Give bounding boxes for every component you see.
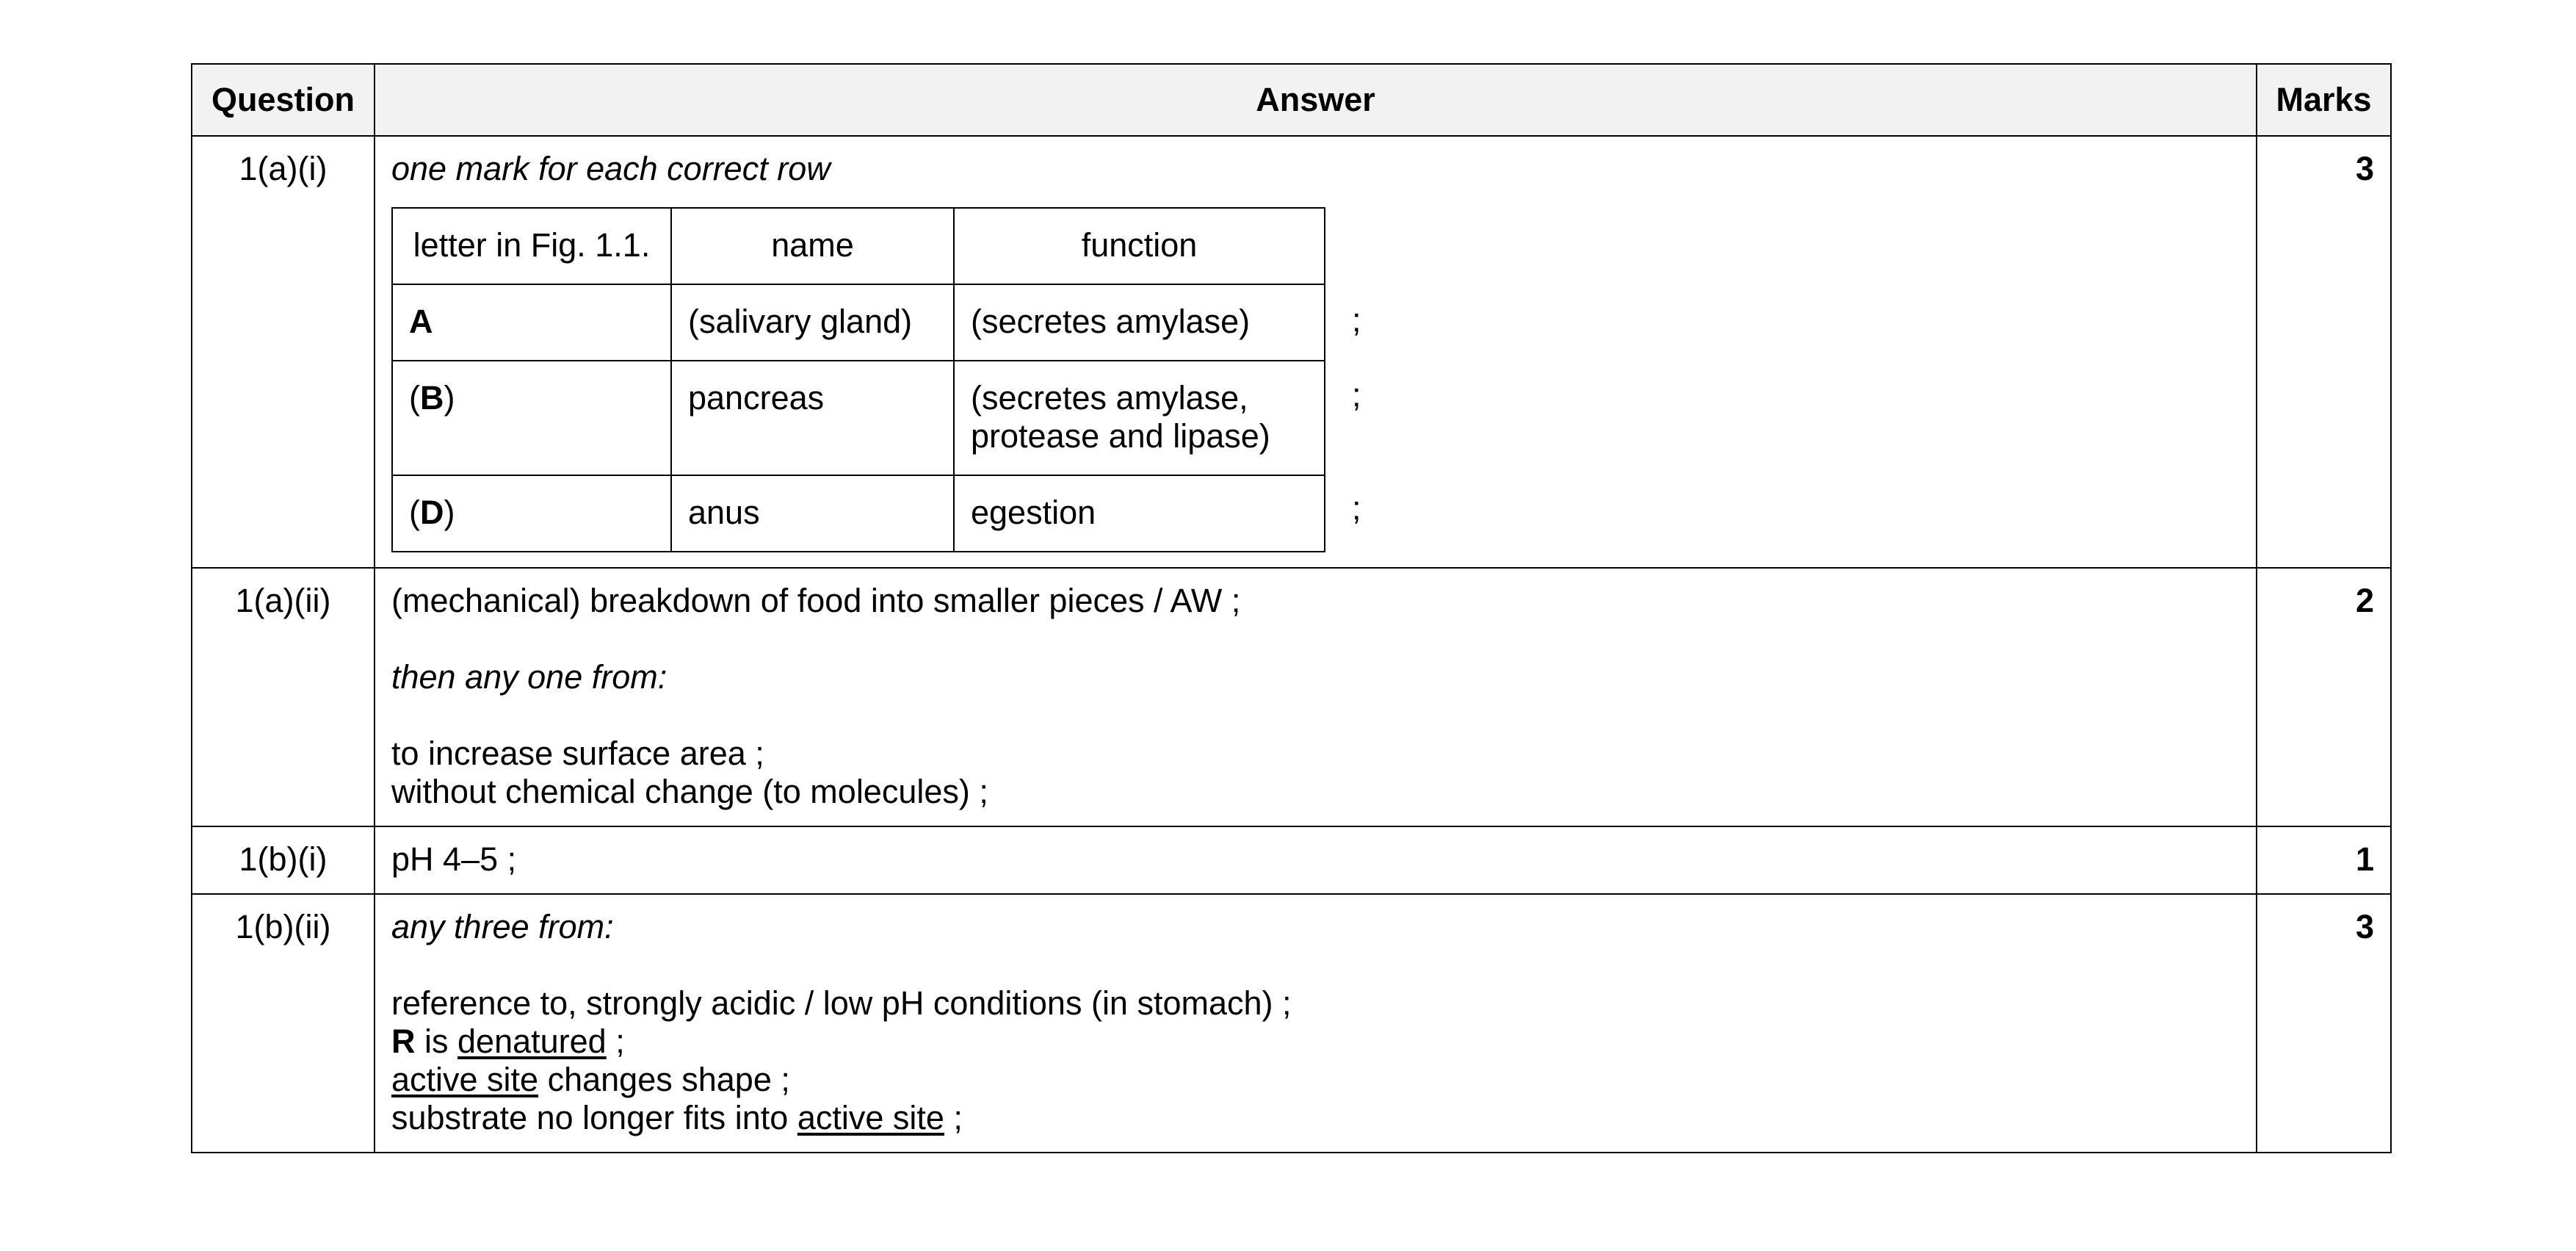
marks-cell: 3: [2257, 136, 2391, 568]
marks-header: Marks: [2257, 64, 2391, 136]
letter: B: [420, 379, 444, 417]
name-cell: anus: [671, 475, 954, 552]
answer-intro: any three from:: [391, 908, 614, 945]
letter: D: [420, 494, 444, 531]
question-cell: 1(a)(i): [192, 136, 375, 568]
answer-intro: one mark for each correct row: [391, 150, 831, 187]
answer-line: (mechanical) breakdown of food into smaller pieces / AW ;: [391, 582, 1241, 619]
table-row: [192, 826, 2391, 894]
paren-close: ): [444, 379, 455, 417]
underlined-term: active site: [797, 1099, 944, 1136]
name-cell: pancreas: [671, 361, 954, 475]
header-row: [192, 64, 2391, 136]
answer-cell: [375, 826, 2257, 894]
letter-cell: [392, 475, 671, 552]
question-header: Question: [192, 64, 375, 136]
text-span: ;: [606, 1023, 625, 1060]
row-mark: ;: [1352, 376, 1361, 414]
underlined-term: denatured: [457, 1023, 607, 1060]
question-cell: 1(b)(i): [192, 826, 375, 894]
answer-line: [391, 1099, 2238, 1137]
answer-header: Answer: [375, 64, 2257, 136]
function-line: protease and lipase): [971, 417, 1270, 455]
function-cell: [954, 361, 1325, 475]
paren-open: (: [409, 494, 420, 531]
table-row: [192, 136, 2391, 568]
bold-term: R: [391, 1023, 416, 1060]
letter-header: letter in Fig. 1.1.: [392, 208, 671, 284]
function-header: function: [954, 208, 1325, 284]
function-line: (secretes amylase,: [971, 379, 1248, 417]
organ-row: [392, 475, 1325, 552]
answer-line: pH 4–5 ;: [391, 840, 517, 878]
answer-intro: then any one from:: [391, 658, 667, 696]
question-cell: 1(b)(ii): [192, 894, 375, 1153]
name-cell: (salivary gland): [671, 284, 954, 361]
mark-scheme-table: [191, 63, 2392, 1153]
paren-close: ): [444, 494, 455, 531]
answer-cell: [375, 136, 2257, 568]
answer-line: [391, 1023, 2238, 1061]
row-mark: ;: [1352, 301, 1361, 339]
answer-line: to increase surface area ;: [391, 735, 764, 772]
marks-cell: 1: [2257, 826, 2391, 894]
letter-cell: [392, 361, 671, 475]
function-cell: (secretes amylase): [954, 284, 1325, 361]
answer-cell: [375, 568, 2257, 826]
answer-line: reference to, strongly acidic / low pH conditions (in stomach) ;: [391, 984, 1292, 1022]
marks-cell: 2: [2257, 568, 2391, 826]
row-mark: ;: [1352, 489, 1361, 527]
table-row: [192, 894, 2391, 1153]
paren-open: (: [409, 379, 420, 417]
organ-row: [392, 284, 1325, 361]
letter-cell: [392, 284, 671, 361]
name-header: name: [671, 208, 954, 284]
marks-cell: 3: [2257, 894, 2391, 1153]
answer-line: [391, 1061, 2238, 1099]
text-span: changes shape ;: [538, 1061, 790, 1098]
organ-table: [391, 207, 1325, 552]
underlined-term: active site: [391, 1061, 539, 1098]
function-cell: egestion: [954, 475, 1325, 552]
inner-table-wrap: [391, 207, 2238, 552]
answer-cell: [375, 894, 2257, 1153]
answer-line: without chemical change (to molecules) ;: [391, 773, 988, 810]
text-span: is: [415, 1023, 458, 1060]
text-span: substrate no longer fits into: [391, 1099, 797, 1136]
organ-table-header: [392, 208, 1325, 284]
table-row: [192, 568, 2391, 826]
letter: A: [409, 303, 433, 340]
text-span: ;: [944, 1099, 963, 1136]
organ-row: [392, 361, 1325, 475]
question-cell: 1(a)(ii): [192, 568, 375, 826]
